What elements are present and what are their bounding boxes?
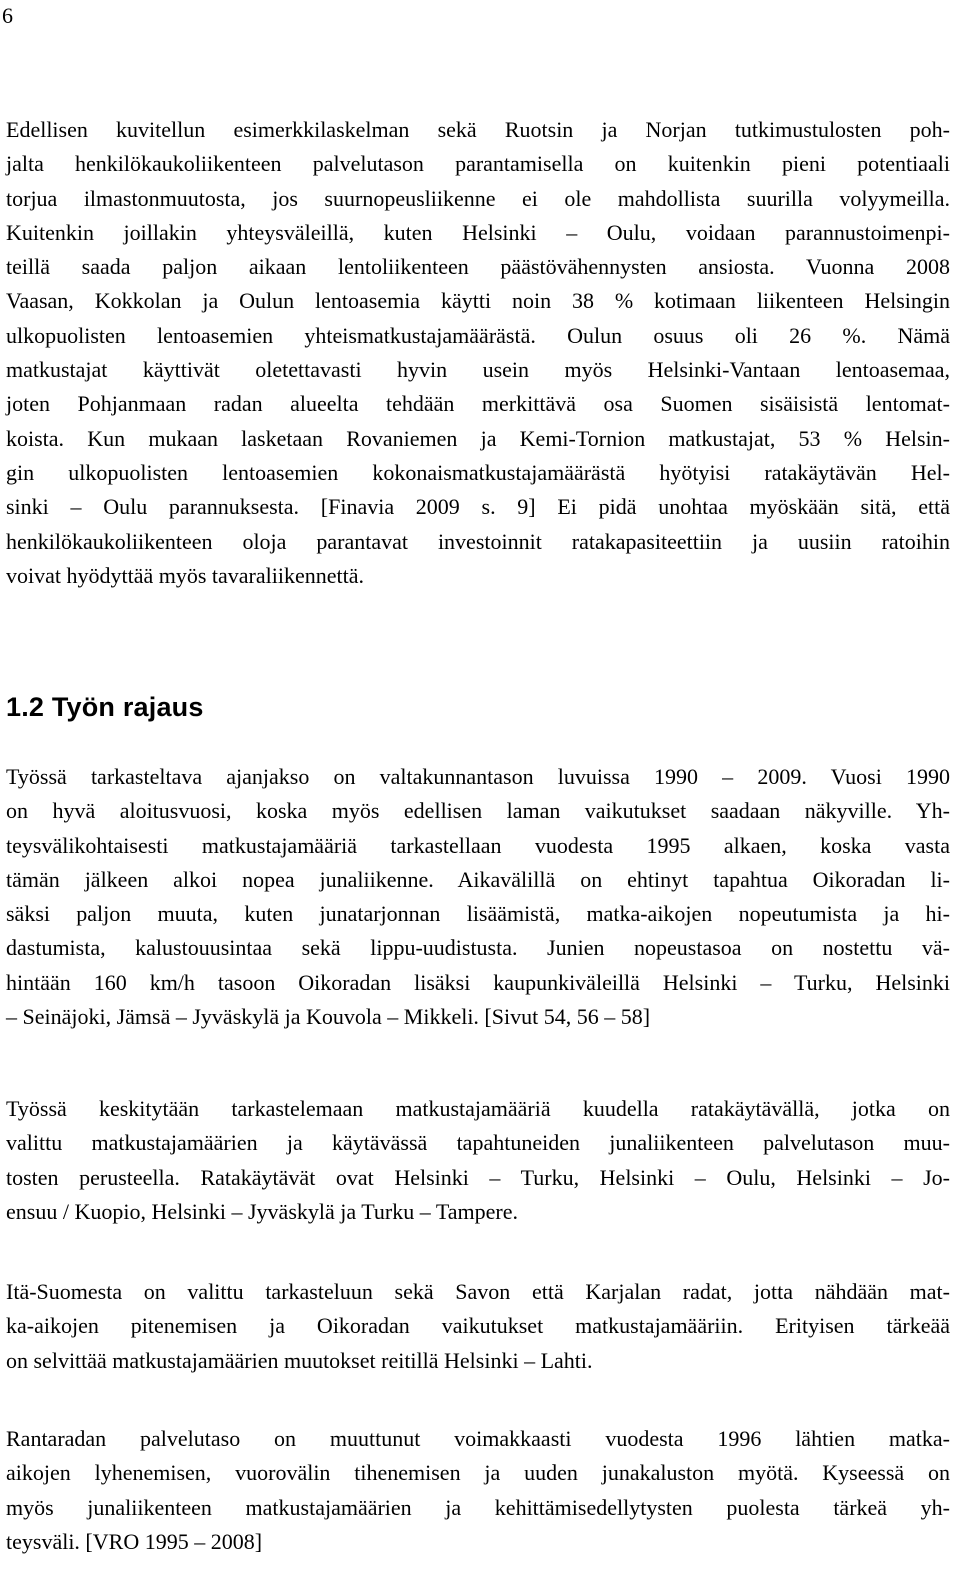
text-line: teillä saada paljon aikaan lentoliikenteen päästövähennysten ansiosta. Vuonna 2008 <box>6 254 950 280</box>
text-line: on selvittää matkustajamäärien muutokset reitillä Helsinki – Lahti. <box>6 1347 593 1373</box>
text-line: torjua ilmastonmuutosta, jos suurnopeusliikenne ei ole mahdollista suurilla volyymeilla. <box>6 185 950 211</box>
text-line: Vaasan, Kokkolan ja Oulun lentoasemia käytti noin 38 % kotimaan liikenteen Helsingin <box>6 288 950 314</box>
text-line: teysväli. [VRO 1995 – 2008] <box>6 1528 263 1554</box>
text-line: Työssä keskitytään tarkastelemaan matkustajamääriä kuudella ratakäytävällä, jotka on <box>6 1096 950 1121</box>
text-line: matkustajat käyttivät oletettavasti hyvin usein myös Helsinki-Vantaan lentoasemaa, <box>6 357 950 383</box>
text-line: aikojen lyhenemisen, vuorovälin tihenemisen ja uuden junakaluston myötä. Kyseessä on <box>6 1460 950 1486</box>
text-line: ka-aikojen pitenemisen ja Oikoradan vaikutukset matkustajamääriin. Erityisen tärkeää <box>6 1313 950 1339</box>
text-line: ensuu / Kuopio, Helsinki – Jyväskylä ja Turku – Tampere. <box>6 1198 518 1224</box>
text-line: hintään 160 km/h tasoon Oikoradan lisäksi kaupunkiväleillä Helsinki – Turku, Helsinki <box>6 969 950 995</box>
text-line: myös junaliikenteen matkustajamäärien ja kehittämisedellytysten puolesta tärkeä yh- <box>6 1494 950 1520</box>
text-line: Rantaradan palvelutaso on muuttunut voimakkaasti vuodesta 1996 lähtien matka- <box>6 1426 950 1451</box>
paragraph-scope-period <box>6 760 950 1034</box>
text-line: Kuitenkin joillakin yhteysväleillä, kuten Helsinki – Oulu, voidaan parannustoimenpi- <box>6 219 950 245</box>
text-line: gin ulkopuolisten lentoasemien kokonaismatkustajamäärästä hyötyisi ratakäytävän Hel- <box>6 459 950 485</box>
paragraph-corridors <box>6 1092 950 1229</box>
text-line: sinki – Oulu parannuksesta. [Finavia 2009 s. 9] Ei pidä unohtaa myöskään sitä, että <box>6 494 950 520</box>
text-line: teysvälikohtaisesti matkustajamääriä tarkastellaan vuodesta 1995 alkaen, koska vasta <box>6 832 950 858</box>
paragraph-coastal-line <box>6 1422 950 1559</box>
text-line: henkilökaukoliikenteen oloja parantavat investoinnit ratakapasiteettiin ja uusiin ratoihin <box>6 528 950 554</box>
text-line: Itä-Suomesta on valittu tarkasteluun sekä Savon että Karjalan radat, jotta nähdään mat- <box>6 1279 950 1304</box>
text-line: tämän jälkeen alkoi nopea junaliikenne. Aikavälillä on ehtinyt tapahtua Oikoradan li- <box>6 866 950 892</box>
text-line: ulkopuolisten lentoasemien yhteismatkustajamäärästä. Oulun osuus oli 26 %. Nämä <box>6 322 950 348</box>
paragraph-eastern-finland <box>6 1275 950 1378</box>
section-heading: 1.2 Työn rajaus <box>6 692 204 722</box>
text-line: voivat hyödyttää myös tavaraliikennettä. <box>6 562 365 588</box>
text-line: Työssä tarkasteltava ajanjakso on valtakunnantason luvuissa 1990 – 2009. Vuosi 1990 <box>6 764 950 789</box>
text-line: jalta henkilökaukoliikenteen palvelutason parantamisella on kuitenkin pieni potentiaali <box>6 151 950 177</box>
text-line: – Seinäjoki, Jämsä – Jyväskylä ja Kouvola – Mikkeli. [Sivut 54, 56 – 58] <box>6 1004 651 1030</box>
text-line: koista. Kun mukaan lasketaan Rovaniemen ja Kemi-Tornion matkustajat, 53 % Helsin- <box>6 425 950 451</box>
text-line: dastumista, kalustouusintaa sekä lippu-uudistusta. Junien nopeustasoa on nostettu vä- <box>6 935 950 961</box>
text-line: joten Pohjanmaan radan alueelta tehdään merkittävä osa Suomen sisäisistä lentomat- <box>6 391 950 417</box>
text-line: on hyvä aloitusvuosi, koska myös edellisen laman vaikutukset saadaan näkyville. Yh- <box>6 798 950 824</box>
text-line: valittu matkustajamäärien ja käytävässä tapahtuneiden junaliikenteen palvelutason muu- <box>6 1130 950 1156</box>
text-line: säksi paljon muuta, kuten junatarjonnan lisäämistä, matka-aikojen nopeutumista ja hi- <box>6 901 950 927</box>
paragraph-intro <box>6 113 950 593</box>
text-line: tosten perusteella. Ratakäytävät ovat Helsinki – Turku, Helsinki – Oulu, Helsinki – Jo- <box>6 1164 950 1190</box>
text-line: Edellisen kuvitellun esimerkkilaskelman sekä Ruotsin ja Norjan tutkimustulosten poh- <box>6 117 950 142</box>
page-number: 6 <box>2 3 13 28</box>
